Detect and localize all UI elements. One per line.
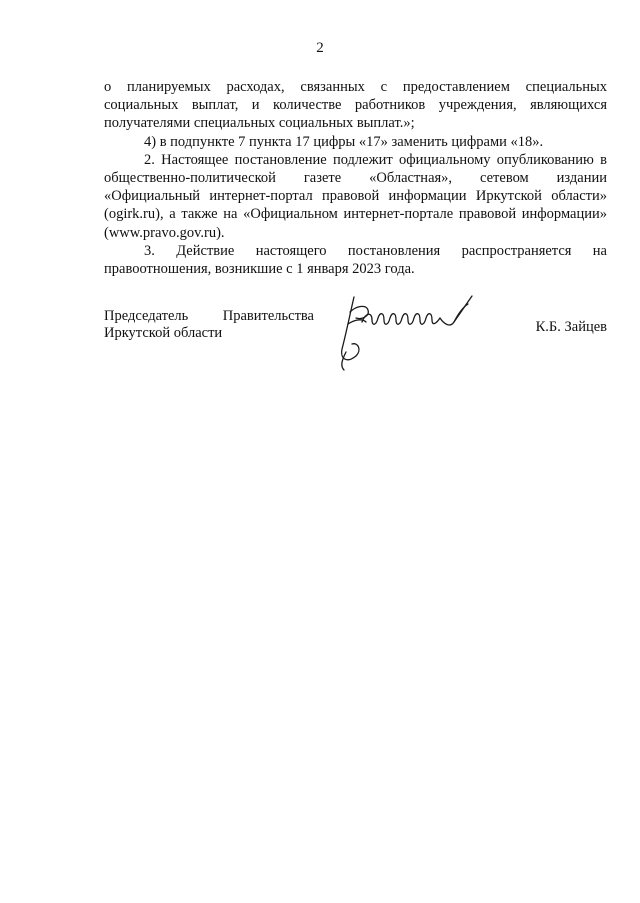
signatory-position-word1: Председатель [104,308,189,324]
handwritten-signature [332,294,498,374]
signature-block [104,308,607,378]
paragraph-clause-3: 3. Действие настоящего постановления распространяется на правоотношения, возникшие с 1 января 2023 года. [104,242,607,278]
signatory-name: К.Б. Зайцев [535,319,607,335]
document-body [104,78,607,278]
paragraph-continuation: о планируемых расходах, связанных с предоставлением специальных социальных выплат, и количестве работников учреждения, являющихся получателями специальных социальных выплат.»; [104,79,607,132]
paragraph-clause-2: 2. Настоящее постановление подлежит официальному опубликованию в общественно-политической газете «Областная», сетевом издании «Официальный интернет-портал правовой информации Иркутской области» (ogirk.ru), а также на «Официальном интернет-портале правовой информации» (www.pravo.gov.ru). [104,151,607,241]
paragraph-item-4: 4) в подпункте 7 пункта 17 цифры «17» заменить цифрами «18». [144,133,544,150]
signatory-position-line2: Иркутской области [104,325,223,341]
page-number: 2 [316,40,324,56]
signatory-position-word2: Правительства [222,308,314,324]
signatory-position [104,308,314,342]
